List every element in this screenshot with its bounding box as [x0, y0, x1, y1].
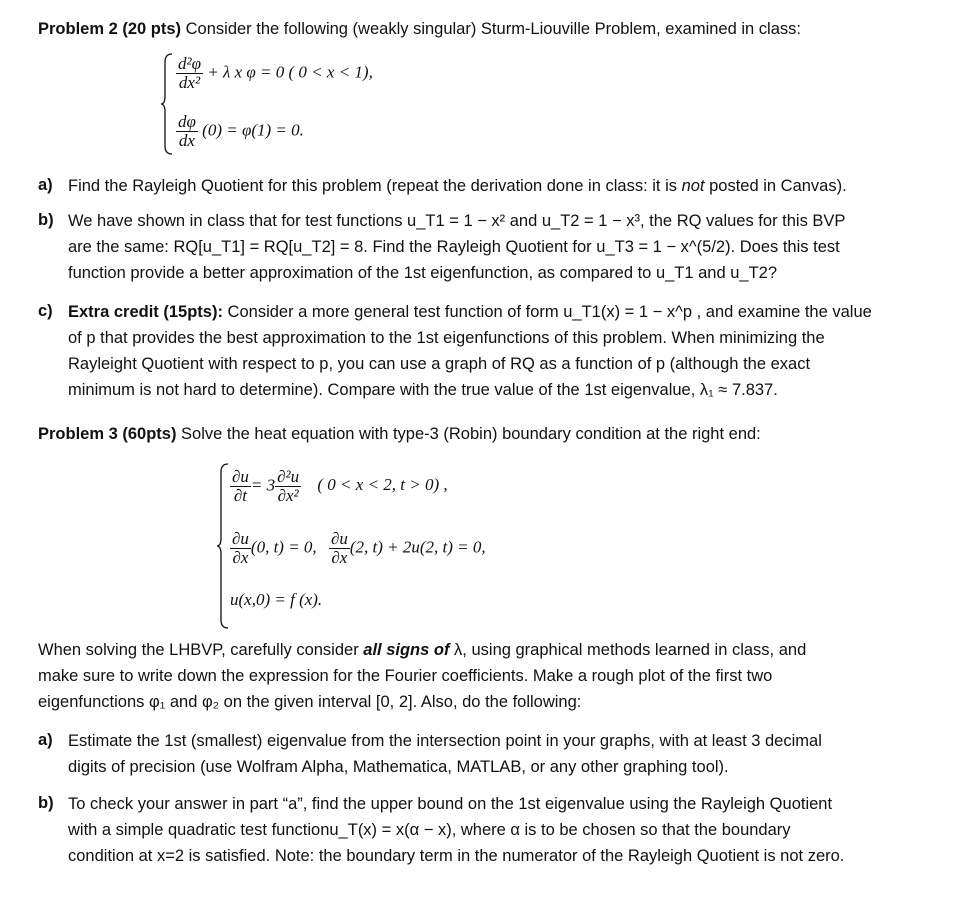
problem2-heading-line	[38, 19, 801, 39]
problem3-part-b-line2: with a simple quadratic test functionu_T(x) = x(α − x), where α is to be chosen so that the boundary	[68, 821, 791, 839]
problem2-part-b-line3: function provide a better approximation of the 1st eigenfunction, as compared to u_T1 and u_T2?	[68, 264, 778, 282]
problem2-system-brace	[160, 52, 174, 156]
du-dx-left-fraction: $\frac{\partial u}{\partial x}$	[232, 529, 249, 567]
problem3-para-line2: make sure to write down the expression for the Fourier coefficients. Make a rough plot of the first two	[38, 667, 773, 685]
problem2-heading: Problem 2 (20 pts)	[38, 20, 182, 38]
problem3-part-a-label: a)	[38, 731, 53, 749]
problem2-equation-ode: $\frac{\text{d²φ}}{\text{dx²}}$ + λ x φ = 0 ( 0 < x < 1),	[178, 54, 373, 92]
problem2-part-b-label: b)	[38, 211, 54, 229]
problem2-part-a-text: Find the Rayleigh Quotient for this problem (repeat the derivation done in class: it is not posted in Canvas).	[68, 177, 847, 195]
problem2-equation-bc: $\frac{d\varphi}{dx}$ (0) = φ(1) = 0.	[178, 112, 304, 150]
problem3-heading: Problem 3 (60pts)	[38, 425, 177, 443]
problem3-equation-bc: $\frac{\partial u}{\partial x}$ (0, t) = 0, $\frac{\partial u}{\partial x}$ (2, t) + 2u(2, t) = 0,	[232, 529, 486, 567]
problem2-part-c-label: c)	[38, 302, 53, 320]
problem3-system-brace	[216, 462, 230, 630]
problem3-part-b-line3: condition at x=2 is satisfied. Note: the boundary term in the numerator of the Rayleigh Quotient is not zero.	[68, 847, 845, 865]
problem2-part-b-line1: We have shown in class that for test functions u_T1 = 1 − x² and u_T2 = 1 − x³, the RQ values for this BVP	[68, 212, 846, 230]
problem3-part-b-line1: To check your answer in part “a”, find the upper bound on the 1st eigenvalue using the Rayleigh Quotient	[68, 795, 833, 813]
problem3-part-a-line2: digits of precision (use Wolfram Alpha, Mathematica, MATLAB, or any other graphing tool).	[68, 758, 729, 776]
problem3-para-line1: When solving the LHBVP, carefully consider all signs of λ, using graphical methods learned in class, and	[38, 641, 807, 659]
problem3-heading-line	[38, 424, 761, 444]
problem3-intro: Solve the heat equation with type-3 (Robin) boundary condition at the right end:	[176, 425, 761, 443]
problem3-equation-ic: u(x,0) = f (x).	[230, 590, 323, 609]
problem2-part-c-line1: Extra credit (15pts): Consider a more general test function of form u_T1(x) = 1 − x^p , and examine the value	[68, 303, 872, 321]
problem3-equation-heat: $\frac{\partial u}{\partial t}$ = 3 $\frac{\text{∂²u}}{\text{∂x²}}$ ( 0 < x < 2, t > 0) ,	[232, 467, 448, 505]
du-dt-fraction: $\frac{\partial u}{\partial t}$	[232, 467, 249, 505]
d2u-dx2-fraction: $\frac{\text{∂²u}}{\text{∂x²}}$	[277, 467, 300, 505]
du-dx-right-fraction: $\frac{\partial u}{\partial x}$	[330, 529, 348, 567]
dphi-dx-fraction: $\frac{d\varphi}{dx}$	[178, 112, 196, 150]
problem2-part-a-label: a)	[38, 176, 53, 194]
problem2-part-b-line2: are the same: RQ[u_T1] = RQ[u_T2] = 8. Find the Rayleigh Quotient for u_T3 = 1 − x^(5/2). Does this test	[68, 238, 840, 256]
d2phi-dx2-fraction: $\frac{\text{d²φ}}{\text{dx²}}$	[178, 54, 202, 92]
problem3-para-line3: eigenfunctions φ₁ and φ₂ on the given interval [0, 2]. Also, do the following:	[38, 693, 582, 711]
problem3-part-b-label: b)	[38, 794, 54, 812]
problem2-part-c-line2: of p that provides the best approximation to the 1st eigenfunctions of this problem. When minimizing the	[68, 329, 825, 347]
problem2-intro: Consider the following (weakly singular) Sturm-Liouville Problem, examined in class:	[181, 20, 801, 38]
problem2-part-c-line3: Rayleight Quotient with respect to p, you can use a graph of RQ as a function of p (although the exact	[68, 355, 811, 373]
problem3-part-a-line1: Estimate the 1st (smallest) eigenvalue from the intersection point in your graphs, with at least 3 decimal	[68, 732, 822, 750]
problem2-part-c-line4: minimum is not hard to determine). Compare with the true value of the 1st eigenvalue, λ₁ ≈ 7.837.	[68, 381, 778, 399]
